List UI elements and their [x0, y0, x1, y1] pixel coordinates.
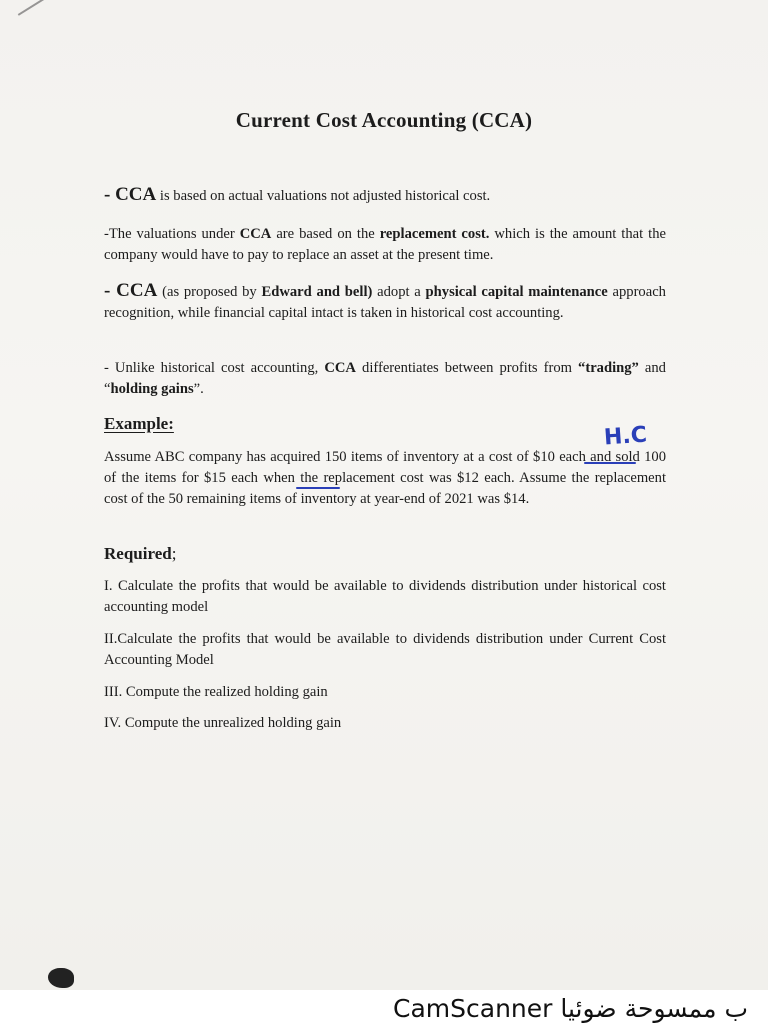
bold-term: physical capital maintenance: [425, 284, 608, 300]
required-heading: [104, 544, 176, 564]
paragraph-text: (as proposed by: [157, 284, 262, 300]
scan-smudge: [48, 968, 74, 988]
paragraph-cca-basis: [104, 184, 666, 207]
required-item-2: II.Calculate the profits that would be available to dividends distribution under Current Cost Accounting Model: [104, 631, 666, 668]
required-item-4: IV. Compute the unrealized holding gain: [104, 715, 342, 731]
required-label: Required: [104, 544, 172, 563]
paragraph-capital-maintenance: [104, 280, 666, 324]
paragraph-holding-gains: [104, 358, 666, 400]
camscanner-watermark: CamScanner ب ممسوحة ضوئيا: [393, 994, 748, 1023]
paragraph-valuations: [104, 224, 666, 266]
paragraph-text: adopt a: [372, 284, 426, 300]
paragraph-text: ”.: [193, 381, 204, 397]
cca-label: - CCA: [104, 184, 157, 205]
paragraph-text: - Unlike historical cost accounting,: [104, 360, 325, 376]
bold-term: holding gains: [110, 381, 194, 397]
required-item-3: III. Compute the realized holding gain: [104, 684, 328, 700]
paragraph-text: differentiates between profits from: [355, 360, 579, 376]
paragraph-text: -The valuations under: [104, 226, 240, 242]
paragraph-text: approach recognition, while financial capital intact is taken in historical cost accounting.: [104, 284, 666, 321]
pen-mark: [18, 0, 45, 16]
example-heading: Example:: [104, 414, 174, 433]
bold-term: Edward and bell): [261, 284, 373, 300]
required-punct: ;: [171, 544, 177, 563]
bold-term: CCA: [324, 360, 356, 376]
bold-term: CCA: [239, 226, 272, 242]
page-title: Current Cost Accounting (CCA): [235, 108, 533, 132]
paragraph-text: are based on the: [271, 226, 380, 242]
bold-term: “trading”: [578, 360, 639, 376]
paragraph-text: is based on actual valuations not adjusted historical cost.: [156, 188, 491, 204]
example-text: Assume ABC company has acquired 150 items of inventory at a cost of $10 each and sold 100 of the items for $15 each when the replacement cost was $12 each. Assume the replacement cost of the 50 remaining items of inventory at year-end of 2021 was $14.: [104, 449, 666, 507]
required-item-1: I. Calculate the profits that would be available to dividends distribution under historical cost accounting model: [104, 578, 666, 615]
bold-term: replacement cost.: [379, 226, 490, 242]
paragraph-text: and “: [104, 360, 666, 397]
cca-label: - CCA: [104, 280, 158, 301]
handwritten-note: H.C: [603, 422, 648, 451]
paragraph-text: which is the amount that the company would have to pay to replace an asset at the present time.: [104, 226, 666, 263]
